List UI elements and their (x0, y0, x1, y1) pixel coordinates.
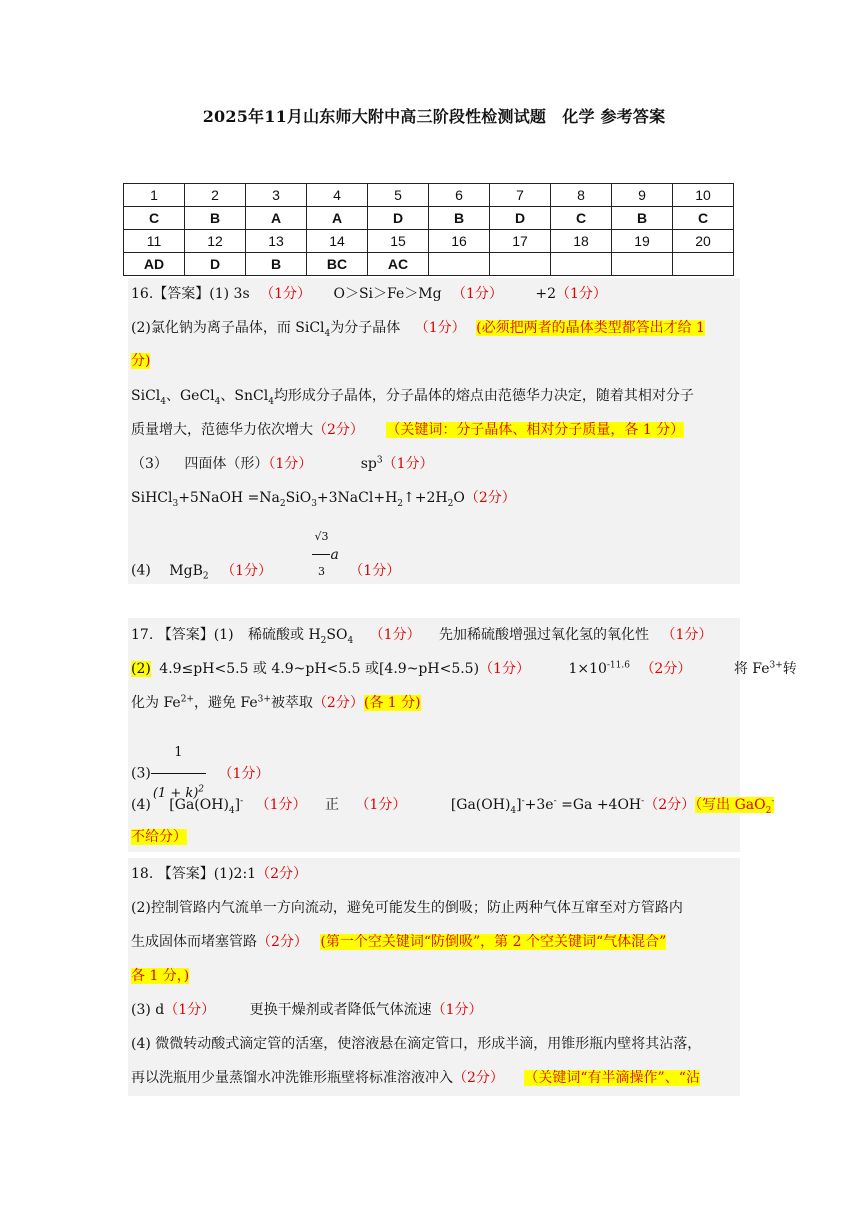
table-cell: 4 (307, 184, 368, 207)
text: [Ga(OH) (450, 797, 511, 813)
table-cell (551, 253, 612, 276)
text: ↑+2H (403, 490, 448, 506)
q18-line-3 (131, 931, 666, 953)
q18-line-4 (131, 965, 189, 987)
q16-line-7 (131, 487, 516, 509)
subscript: 3 (172, 498, 179, 509)
subscript: 4 (228, 805, 235, 816)
subscript: 4 (347, 635, 354, 646)
subscript: 2 (202, 571, 209, 582)
highlight-note: 各 1 分，) (131, 968, 190, 984)
text: +2 (535, 286, 557, 302)
subscript: 2 (279, 498, 286, 509)
text: (3) d (131, 1002, 165, 1018)
table-cell: 19 (612, 230, 673, 253)
text: 18. 【答案】(1)2:1 (131, 866, 257, 882)
subscript: 4 (510, 805, 517, 816)
page-title: 2025年11月山东师大附中高三阶段性检测试题 化学 参考答案 (202, 107, 666, 126)
table-cell: 14 (307, 230, 368, 253)
q17-line-2 (131, 658, 797, 680)
table-cell: 9 (612, 184, 673, 207)
q16-line-8 (131, 530, 401, 605)
table-cell: 12 (185, 230, 246, 253)
text: MgB (169, 562, 203, 579)
table-cell: 11 (124, 230, 185, 253)
table-row (124, 184, 734, 207)
text: 、GeCl (166, 388, 215, 404)
highlight-label: (2) (131, 661, 151, 677)
table-cell: D (368, 207, 429, 230)
fraction-numerator: √3 (312, 520, 330, 555)
text: (3) (131, 765, 151, 782)
text: SO (326, 627, 348, 643)
table-cell: 15 (368, 230, 429, 253)
q16-line-1 (131, 283, 607, 305)
score: （2分） (256, 866, 307, 882)
q18-line-5 (131, 999, 483, 1021)
q18-line-2 (131, 897, 683, 919)
highlight-note: （关键词“有半滴操作”、“沾 (524, 1070, 700, 1086)
score: （1分） (355, 797, 407, 813)
superscript: - (240, 796, 244, 807)
table-cell: 18 (551, 230, 612, 253)
table-cell (612, 253, 673, 276)
text: sp (360, 456, 377, 472)
text: 四面体（形） (184, 456, 269, 472)
table-cell: 20 (673, 230, 734, 253)
text: 先加稀硫酸增强过氧化氢的氧化性 (439, 627, 650, 643)
q17-line-6 (131, 826, 187, 848)
q18-line-7 (131, 1067, 700, 1089)
score: （2分） (312, 695, 364, 711)
subscript: 3 (311, 498, 317, 509)
subscript: 4 (214, 396, 221, 407)
table-cell: 6 (429, 184, 490, 207)
text: 化为 Fe (131, 695, 181, 711)
text: +3e (524, 797, 554, 813)
subscript: 2 (447, 498, 454, 509)
text: 稀硫酸或 H (248, 627, 321, 643)
superscript: - (553, 796, 557, 807)
text: (4) (131, 562, 151, 579)
table-row (124, 230, 734, 253)
score: （1分） (218, 765, 270, 782)
text: SiHCl (131, 490, 173, 506)
q17-line-3 (131, 692, 421, 714)
text: O＞Si＞Fe＞Mg (333, 286, 442, 302)
score: （1分） (221, 562, 272, 579)
text: 质量增大，范德华力依次增大 (131, 422, 313, 438)
q16-line-6 (131, 453, 434, 475)
score: （1分） (268, 456, 313, 472)
text: =Ga +4OH (556, 797, 642, 813)
subscript: 2 (320, 635, 327, 646)
superscript: 3+ (257, 694, 271, 705)
table-cell: 1 (124, 184, 185, 207)
table-cell: C (551, 207, 612, 230)
highlight-note (695, 796, 775, 816)
text: +5NaOH =Na (178, 490, 280, 506)
text: 16.【答案】(1) 3s (131, 286, 250, 302)
table-cell: A (246, 207, 307, 230)
table-cell: 8 (551, 184, 612, 207)
text: ，避免 Fe (193, 695, 258, 711)
highlight-note: (第一个空关键词“防倒吸”，第 2 个空关键词“气体混合” (320, 934, 667, 950)
subscript: 4 (160, 396, 166, 407)
text: (4) 微微转动酸式滴定管的活塞，使溶液悬在滴定管口，形成半滴，用锥形瓶内壁将其沾落， (131, 1036, 702, 1052)
q16-line-3 (131, 350, 150, 372)
superscript: - (521, 796, 525, 807)
table-row (124, 207, 734, 230)
table-cell: 7 (490, 184, 551, 207)
score: （1分） (349, 562, 401, 579)
table-cell: C (124, 207, 185, 230)
text: 均形成分子晶体，分子晶体的熔点由范德华力决定，随着其相对分子 (273, 388, 694, 404)
table-cell: B (246, 253, 307, 276)
text: 生成固体而堵塞管路 (131, 934, 257, 950)
score: （2分） (257, 934, 308, 950)
table-cell: AC (368, 253, 429, 276)
highlight-note: 分) (131, 353, 151, 369)
superscript: - (771, 796, 775, 807)
table-cell (490, 253, 551, 276)
superscript: 3+ (769, 660, 783, 671)
score: （1分） (164, 1002, 216, 1018)
table-cell: D (490, 207, 551, 230)
text: 为分子晶体 (330, 320, 401, 336)
table-cell: AD (124, 253, 185, 276)
table-cell: 10 (673, 184, 734, 207)
text: 被萃取 (270, 695, 313, 711)
table-row (124, 253, 734, 276)
score: （1分） (661, 627, 713, 643)
table-cell: B (185, 207, 246, 230)
fraction-numerator: 1 (151, 733, 206, 774)
table-cell (673, 253, 734, 276)
fraction (312, 520, 330, 589)
q16-line-2 (131, 317, 705, 339)
subscript: 4 (324, 328, 331, 339)
score: （1分） (414, 320, 466, 336)
table-cell: 16 (429, 230, 490, 253)
text: (4) (131, 797, 151, 813)
text: [Ga(OH) (169, 797, 229, 813)
text: 1×10 (568, 661, 607, 677)
score: （1分） (479, 661, 530, 677)
score: （1分） (255, 797, 307, 813)
text: (2)氯化钠为离子晶体，而 SiCl (131, 320, 325, 336)
score: （2分） (640, 661, 692, 677)
q17-line-1 (131, 624, 712, 646)
q16-line-4 (131, 385, 694, 407)
text: （写出 GaO (695, 797, 766, 813)
subscript: 2 (397, 498, 404, 509)
superscript: 3 (376, 455, 383, 466)
fraction-denominator: 3 (317, 565, 325, 578)
score: （2分） (313, 422, 364, 438)
highlight-note: (必须把两者的晶体类型都答出才给 1 (476, 320, 705, 336)
score: （1分） (431, 1002, 483, 1018)
superscript: -11.6 (606, 660, 630, 671)
text: (1 + k) (152, 786, 199, 801)
text: （3） (131, 456, 168, 472)
text: a (330, 546, 339, 563)
score: （1分） (369, 627, 421, 643)
table-cell: 5 (368, 184, 429, 207)
table-cell: 13 (246, 230, 307, 253)
table-cell: 2 (185, 184, 246, 207)
table-cell: 3 (246, 184, 307, 207)
table-cell: D (185, 253, 246, 276)
text: 转 (782, 661, 797, 677)
table-cell: 17 (490, 230, 551, 253)
score: （1分） (382, 456, 434, 472)
table-cell: C (673, 207, 734, 230)
subscript: 4 (268, 396, 274, 407)
highlight-note: （关键词：分子晶体、相对分子质量，各 1 分） (386, 422, 685, 438)
text: 、SnCl (220, 388, 269, 404)
q18-line-1 (131, 863, 307, 885)
highlight-note: (各 1 分) (363, 695, 421, 711)
subscript: 2 (765, 805, 772, 816)
text: SiCl (131, 388, 161, 404)
table-cell: A (307, 207, 368, 230)
text: SiO (285, 490, 312, 506)
superscript: - (641, 796, 645, 807)
score: （1分） (260, 286, 312, 302)
text: 17. 【答案】(1) (131, 627, 234, 643)
text: +3NaCl+H (316, 490, 398, 506)
q17-line-5 (131, 794, 774, 816)
text: 正 (324, 797, 339, 813)
superscript: 2 (198, 784, 205, 795)
text: 再以洗瓶用少量蒸馏水冲洗锥形瓶壁将标准溶液冲入 (131, 1070, 453, 1086)
text: 将 Fe (733, 661, 770, 677)
score: （1分） (556, 286, 607, 302)
table-cell: BC (307, 253, 368, 276)
table-cell (429, 253, 490, 276)
text: ] (516, 797, 522, 813)
text: 4.9≤pH<5.5 或 4.9~pH<5.5 或[4.9~pH<5.5) (159, 661, 480, 677)
q18-line-6 (131, 1033, 701, 1055)
superscript: 2+ (180, 694, 194, 705)
score: （2分） (453, 1070, 504, 1086)
score: （1分） (452, 286, 503, 302)
text: O (453, 490, 465, 506)
q16-line-5 (131, 419, 684, 441)
text: (2)控制管路内气流单一方向流动，避免可能发生的倒吸；防止两种气体互窜至对方管路内 (131, 900, 683, 916)
table-cell: B (429, 207, 490, 230)
highlight-note: 不给分） (131, 829, 187, 845)
answer-block-18 (128, 858, 740, 1096)
table-cell: B (612, 207, 673, 230)
score: （2分） (644, 797, 696, 813)
text: 更换干燥剂或者降低气体流速 (249, 1002, 432, 1018)
answer-table (123, 183, 734, 276)
score: （2分） (464, 490, 516, 506)
text: ] (234, 797, 241, 813)
